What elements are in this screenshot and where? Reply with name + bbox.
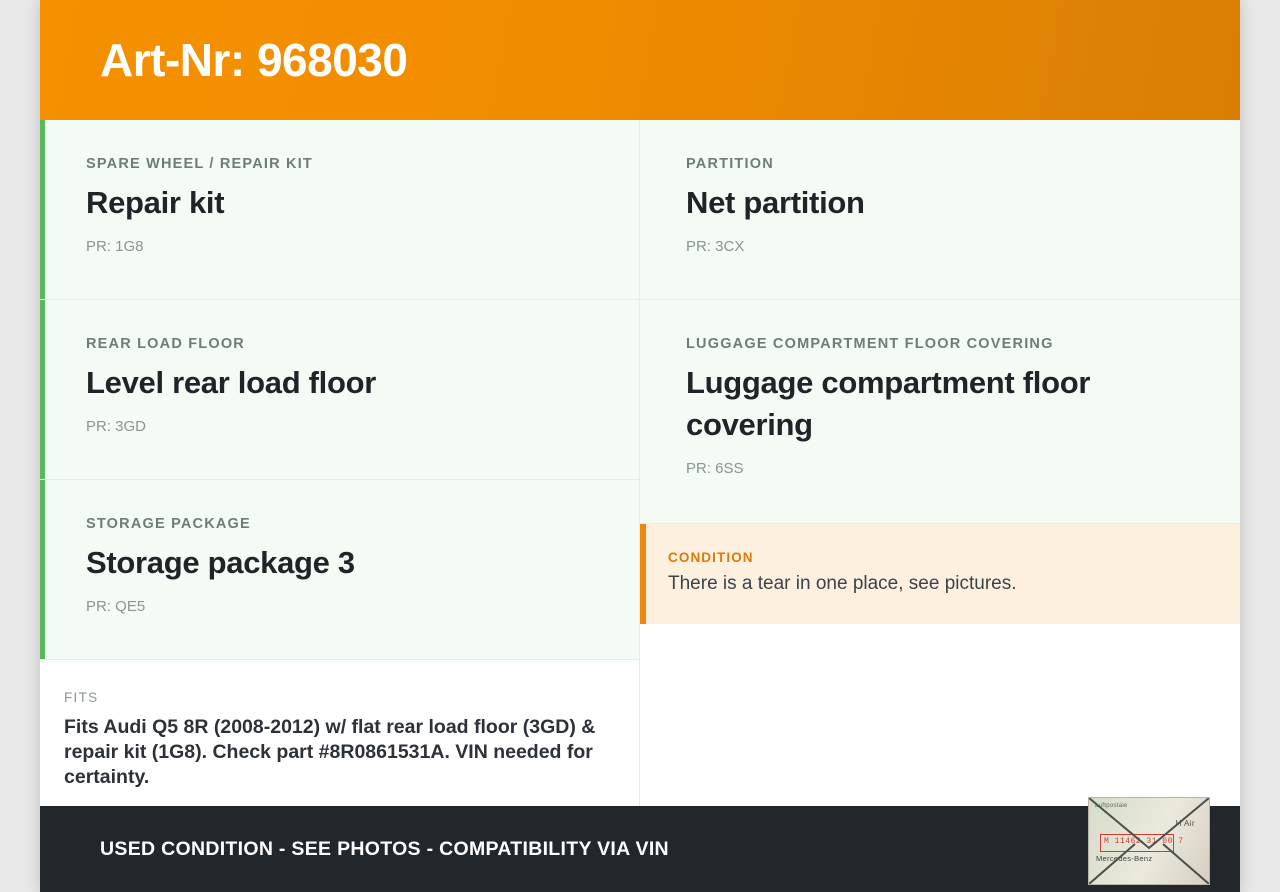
header-bar xyxy=(40,0,1240,120)
stamp-bottom-left-text: Mercedes-Benz xyxy=(1096,854,1153,863)
spec-card-rear-load-floor xyxy=(40,300,639,480)
airmail-envelope-icon xyxy=(1088,797,1210,885)
spec-value: Storage package 3 xyxy=(86,545,355,580)
spec-label: SPARE WHEEL / REPAIR KIT xyxy=(86,156,313,172)
fits-label: FITS xyxy=(64,690,99,705)
fits-block xyxy=(40,660,640,806)
spec-pr-code: PR: 6SS xyxy=(686,460,744,478)
fits-filler xyxy=(640,660,1240,806)
spec-value: Luggage compartment floor covering xyxy=(686,365,1091,443)
footer-text: USED CONDITION - SEE PHOTOS - COMPATIBILITY VIA VIN xyxy=(100,837,669,860)
stamp-top-right-text: H Air xyxy=(1175,819,1195,828)
spec-column-left xyxy=(40,120,640,660)
spec-label: REAR LOAD FLOOR xyxy=(86,336,245,352)
spec-value: Net partition xyxy=(686,185,865,220)
spec-label: STORAGE PACKAGE xyxy=(86,516,251,532)
spec-card-storage-package xyxy=(40,480,639,660)
spec-pr-code: PR: 3CX xyxy=(686,238,745,256)
spec-pr-code: PR: 3GD xyxy=(86,418,147,436)
spec-value: Level rear load floor xyxy=(86,365,377,400)
listing-sheet xyxy=(40,0,1240,892)
spec-pr-code: PR: 1G8 xyxy=(86,238,144,256)
fits-row xyxy=(40,660,1240,806)
stamp-top-left-text: Luftpostale xyxy=(1095,803,1128,809)
spec-label: LUGGAGE COMPARTMENT FLOOR COVERING xyxy=(686,336,1054,352)
spec-column-right xyxy=(640,120,1240,660)
condition-label: CONDITION xyxy=(668,550,754,565)
spec-card-luggage-floor-covering xyxy=(640,300,1240,524)
footer-bar xyxy=(40,803,1240,892)
spec-label: PARTITION xyxy=(686,156,774,172)
spec-card-partition xyxy=(640,120,1240,300)
spec-pr-code: PR: QE5 xyxy=(86,598,146,616)
condition-text: There is a tear in one place, see pictures. xyxy=(668,573,1017,594)
fits-text: Fits Audi Q5 8R (2008-2012) w/ flat rear load floor (3GD) & repair kit (1G8). Check part #8R0861531A. VIN needed for certainty. xyxy=(64,716,596,788)
spec-card-spare-wheel xyxy=(40,120,639,300)
page-title: Art-Nr: 968030 xyxy=(100,34,408,86)
condition-callout xyxy=(640,524,1240,624)
spec-value: Repair kit xyxy=(86,185,225,220)
spec-grid xyxy=(40,120,1240,660)
stamp-red-code: M 11462 31 00 7 xyxy=(1104,837,1184,846)
envelope-fold-lines xyxy=(1089,798,1209,884)
